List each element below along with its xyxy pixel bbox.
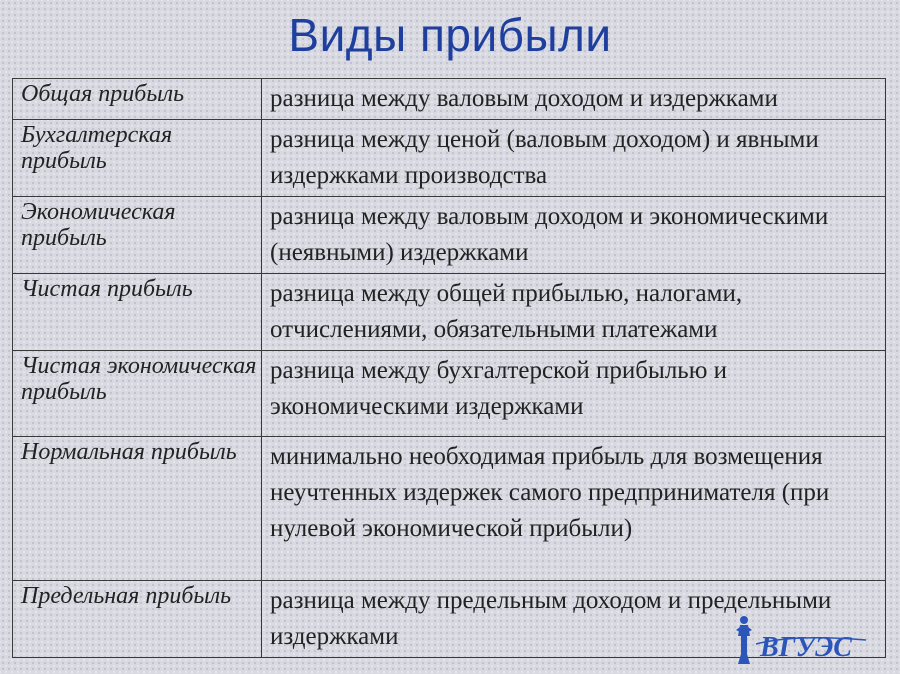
table-row (13, 437, 886, 581)
profit-term: Экономическая прибыль (13, 197, 262, 274)
profit-term: Чистая экономическая прибыль (13, 351, 262, 437)
profit-definition: разница между общей прибылью, налогами, отчислениями, обязательными платежами (262, 274, 886, 351)
profit-term: Нормальная прибыль (13, 437, 262, 581)
table-row (13, 274, 886, 351)
profit-definition: минимально необходимая прибыль для возмещения неучтенных издержек самого предпринимателя (при нулевой экономической прибыли) (262, 437, 886, 581)
profit-definition: разница между бухгалтерской прибылью и экономическими издержками (262, 351, 886, 437)
university-logo-icon (734, 614, 870, 666)
page-title: Виды прибыли (288, 9, 612, 61)
profit-term: Предельная прибыль (13, 581, 262, 658)
university-logo (734, 614, 870, 666)
profit-term: Бухгалтерская прибыль (13, 120, 262, 197)
profit-definition: разница между ценой (валовым доходом) и явными издержками производства (262, 120, 886, 197)
profit-term: Общая прибыль (13, 79, 262, 120)
profit-definition: разница между валовым доходом и издержками (262, 79, 886, 120)
profit-definition: разница между валовым доходом и экономическими (неявными) издержками (262, 197, 886, 274)
table-row (13, 197, 886, 274)
table-row (13, 79, 886, 120)
logo-text: ВГУЭС (760, 632, 852, 663)
profit-term: Чистая прибыль (13, 274, 262, 351)
table-row (13, 120, 886, 197)
profit-types-table (12, 78, 886, 658)
profit-definition: разница между предельным доходом и предельными издержками (262, 581, 886, 658)
table-row (13, 351, 886, 437)
